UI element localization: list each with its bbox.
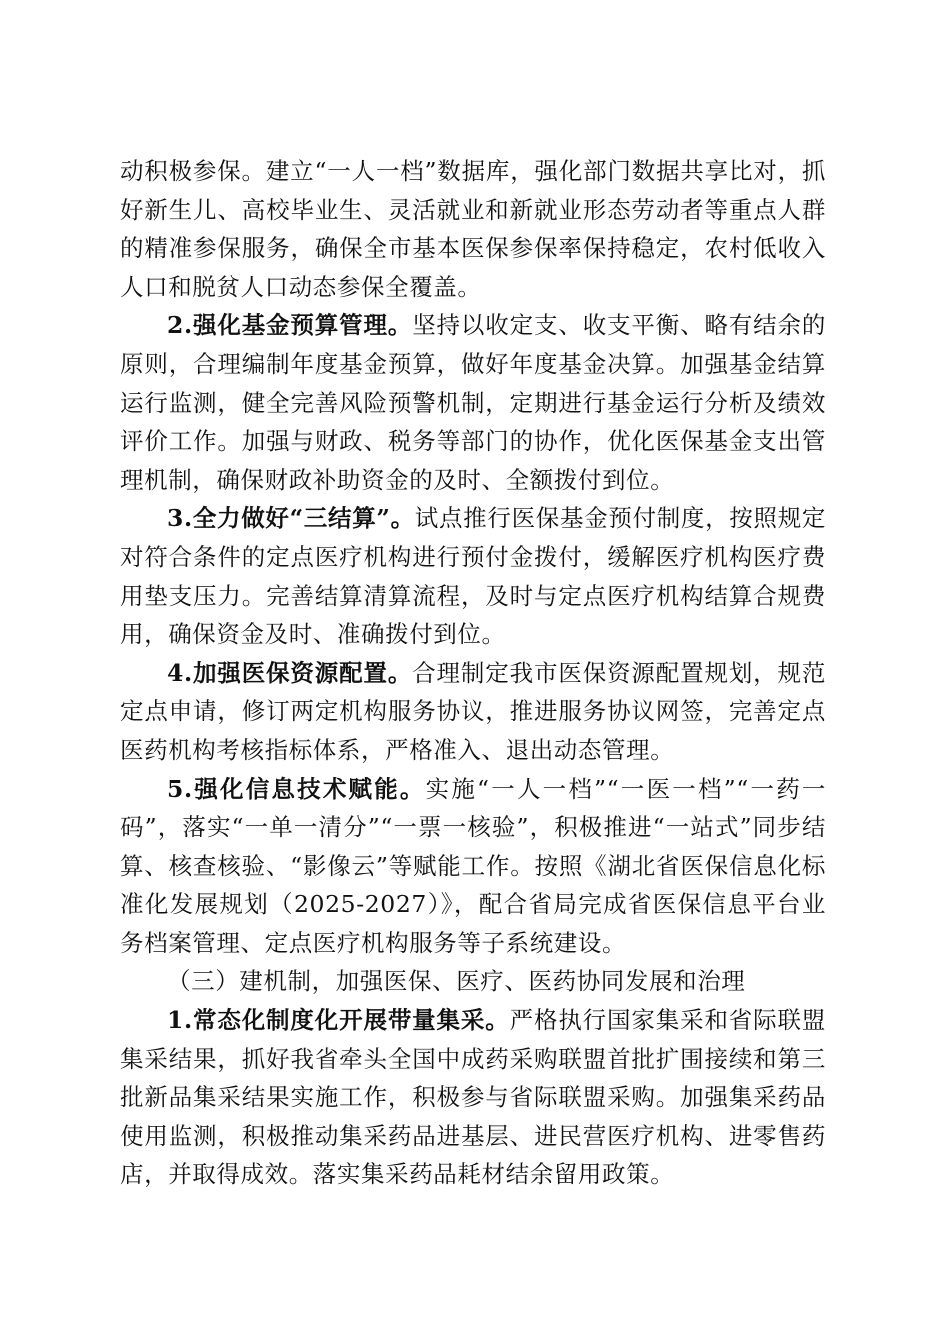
- paragraph-lead: 1.常态化制度化开展带量集采。: [167, 1006, 510, 1035]
- paragraph-resource-allocation: [120, 654, 826, 770]
- paragraph-fund-budget: [120, 306, 826, 499]
- paragraph-volume-procurement: [120, 1001, 826, 1194]
- document-page: [120, 152, 826, 1194]
- paragraph-body: 坚持以收定支、收支平衡、略有结余的原则，合理编制年度基金预算，做好年度基金决算。加强基金结算运行监测，健全完善风险预警机制，定期进行基金运行分析及绩效评价工作。加强与财政、税务等部门的协作，优化医保基金支出管理机制，确保财政补助资金的及时、全额拨付到位。: [120, 311, 826, 494]
- paragraph-lead: 4.加强医保资源配置。: [167, 658, 413, 687]
- paragraph-settlement: [120, 499, 826, 653]
- paragraph-continuation: [120, 152, 826, 306]
- paragraph-lead: 2.强化基金预算管理。: [167, 311, 413, 340]
- paragraph-lead: 3.全力做好“三结算”。: [167, 504, 415, 533]
- section-heading: （三）建机制，加强医保、医疗、医药协同发展和治理: [167, 967, 746, 996]
- paragraph-lead: 5.强化信息技术赋能。: [167, 774, 426, 803]
- paragraph-body: 合理制定我市医保资源配置规划，规范定点申请，修订两定机构服务协议，推进服务协议网签，完善定点医药机构考核指标体系，严格准入、退出动态管理。: [120, 658, 826, 764]
- paragraph-body: 严格执行国家集采和省际联盟集采结果，抓好我省牵头全国中成药采购联盟首批扩围接续和第三批新品集采结果实施工作，积极参与省际联盟采购。加强集采药品使用监测，积极推动集采药品进基层、进民营医疗机构、进零售药店，并取得成效。落实集采药品耗材结余留用政策。: [120, 1006, 826, 1189]
- paragraph-body: 动积极参保。建立“一人一档”数据库，强化部门数据共享比对，抓好新生儿、高校毕业生、灵活就业和新就业形态劳动者等重点人群的精准参保服务，确保全市基本医保参保率保持稳定，农村低收入人口和脱贫人口动态参保全覆盖。: [120, 157, 826, 301]
- paragraph-it-enablement: [120, 770, 826, 963]
- paragraph-body: 实施“一人一档”“一医一档”“一药一码”，落实“一单一清分”“一票一核验”，积极推进“一站式”同步结算、核查核验、“影像云”等赋能工作。按照《湖北省医保信息化标准化发展规划（2025-2027）》，配合省局完成省医保信息平台业务档案管理、定点医疗机构服务等子系统建设。: [120, 774, 827, 957]
- paragraph-body: 试点推行医保基金预付制度，按照规定对符合条件的定点医疗机构进行预付金拨付，缓解医疗机构医疗费用垫支压力。完善结算清算流程，及时与定点医疗机构结算合规费用，确保资金及时、准确拨付到位。: [120, 504, 826, 649]
